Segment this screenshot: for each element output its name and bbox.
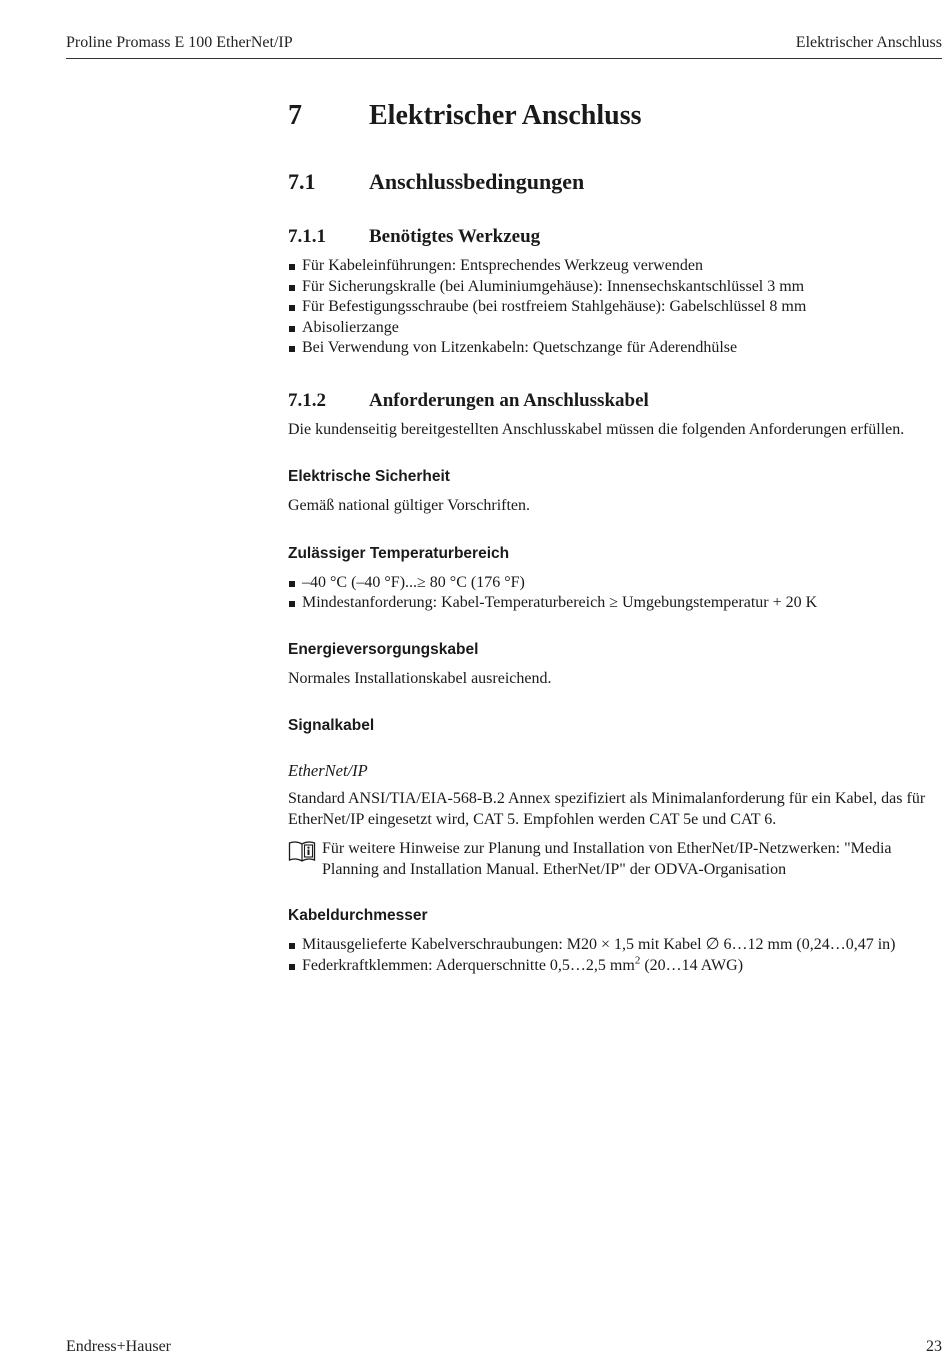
chapter-heading [288,96,946,136]
list-item: Abisolierzange [288,318,946,339]
terminal-text-awg: (20…14 AWG) [640,956,744,974]
subsection-number: 7.1.2 [288,389,326,411]
info-note [288,839,946,880]
superscript: 2 [634,954,641,967]
signal-text: Standard ANSI/TIA/EIA-568-B.2 Annex spezifiziert als Minimalanforderung für ein Kabel, das für EtherNet/IP eingesetzt wird, CAT 5. Empfohlen werden CAT 5e und CAT 6. [288,790,926,828]
diameter-list [288,935,946,976]
list-item: Für Sicherungskralle (bei Aluminiumgehäuse): Innensechskantschlüssel 3 mm [288,277,946,298]
list-item: Mitausgelieferte Kabelverschraubungen: M20 × 1,5 mit Kabel ∅ 6…12 mm (0,24…0,47 in) [288,935,946,956]
terminal-text: Federkraftklemmen: Aderquerschnitte 0,5…2,5 mm [302,956,635,974]
list-item: Für Befestigungsschraube (bei rostfreiem Stahlgehäuse): Gabelschlüssel 8 mm [288,297,946,318]
signal-heading: Signalkabel [288,717,375,734]
diameter-heading: Kabeldurchmesser [288,907,428,924]
subsection-heading-tools [288,224,946,250]
subsection-heading-cables [288,388,946,414]
page-header-left: Proline Promass E 100 EtherNet/IP [66,34,293,51]
signal-protocol: EtherNet/IP [288,761,368,780]
main-content [288,96,946,976]
page-header-right: Elektrischer Anschluss [795,34,942,51]
chapter-number: 7 [288,100,302,131]
footer-brand: Endress+Hauser [66,1338,171,1355]
safety-text: Gemäß national gültiger Vorschriften. [288,497,531,514]
list-item: Mindestanforderung: Kabel-Temperaturbereich ≥ Umgebungstemperatur + 20 K [288,593,946,614]
list-item [288,956,946,977]
list-item: Bei Verwendung von Litzenkabeln: Quetschzange für Aderendhülse [288,338,946,359]
section-heading [288,167,946,197]
power-text: Normales Installationskabel ausreichend. [288,669,552,687]
cables-intro: Die kundenseitig bereitgestellten Anschlusskabel müssen die folgenden Anforderungen erfüllen. [288,420,905,438]
book-info-icon [288,839,316,868]
list-item: –40 °C (–40 °F)...≥ 80 °C (176 °F) [288,573,946,594]
chapter-title: Elektrischer Anschluss [369,100,642,131]
note-text: Für weitere Hinweise zur Planung und Installation von EtherNet/IP-Netzwerken: "Media Planning and Installation Manual. EtherNet/IP" der ODVA-Organisation [322,840,892,878]
subsection-title: Benötigtes Werkzeug [369,226,541,247]
safety-heading: Elektrische Sicherheit [288,468,450,485]
subsection-number: 7.1.1 [288,226,326,247]
temperature-list [288,573,946,614]
temperature-heading: Zulässiger Temperaturbereich [288,544,510,562]
tools-list [288,256,946,359]
section-title: Anschlussbedingungen [369,169,585,194]
power-heading: Energieversorgungskabel [288,640,479,658]
subsection-title: Anforderungen an Anschlusskabel [369,389,649,411]
list-item: Für Kabeleinführungen: Entsprechendes Werkzeug verwenden [288,256,946,277]
header-rule [66,58,942,59]
page-number: 23 [926,1338,942,1355]
section-number: 7.1 [288,169,316,194]
